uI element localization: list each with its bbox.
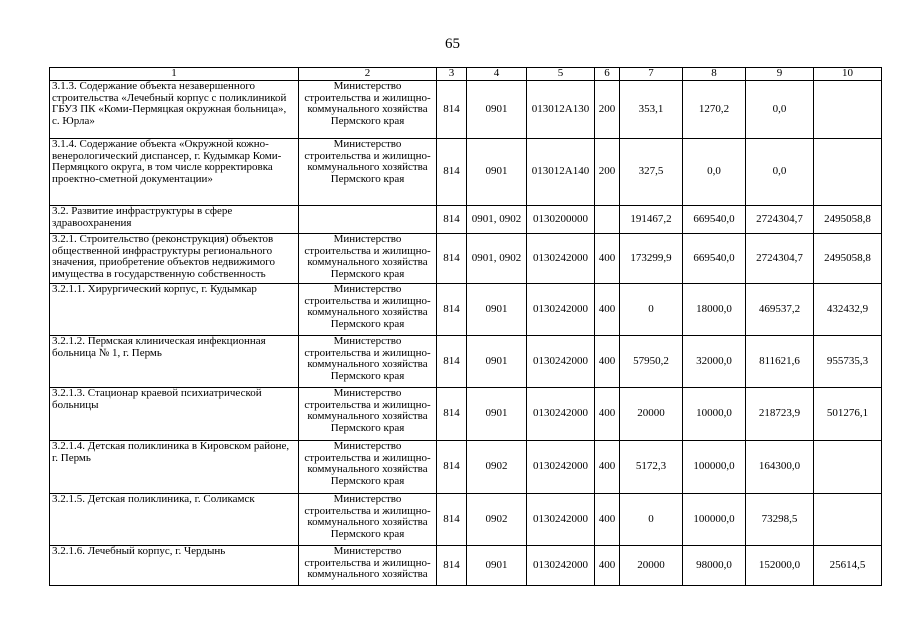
row-c10 (814, 139, 882, 206)
header-cell: 4 (467, 68, 527, 81)
row-c10: 2495058,8 (814, 234, 882, 284)
row-c5: 0130242000 (527, 336, 595, 388)
row-c7: 20000 (620, 546, 683, 586)
row-executor: Министерство строительства и жилищно-коммунального хозяйства Пермского края (299, 234, 437, 284)
row-c4: 0901 (467, 81, 527, 139)
row-c10 (814, 81, 882, 139)
row-c8: 0,0 (683, 139, 746, 206)
header-cell: 8 (683, 68, 746, 81)
row-name: 3.2. Развитие инфраструктуры в сфере здравоохранения (50, 206, 299, 234)
row-c10: 432432,9 (814, 284, 882, 336)
row-c6: 400 (595, 284, 620, 336)
table-row (50, 139, 882, 206)
row-c8: 669540,0 (683, 234, 746, 284)
row-c4: 0901, 0902 (467, 234, 527, 284)
row-executor: Министерство строительства и жилищно-коммунального хозяйства Пермского края (299, 388, 437, 441)
row-c5: 013012А140 (527, 139, 595, 206)
row-name: 3.1.3. Содержание объекта незавершенного строительства «Лечебный корпус с поликлиникой ГБУЗ ПК «Коми-Пермяцкая окружная больница», с. Юрла» (50, 81, 299, 139)
budget-table (49, 67, 882, 586)
table-row (50, 81, 882, 139)
row-c3: 814 (437, 336, 467, 388)
row-executor: Министерство строительства и жилищно-коммунального хозяйства Пермского края (299, 336, 437, 388)
row-c10: 25614,5 (814, 546, 882, 586)
row-c5: 0130242000 (527, 546, 595, 586)
row-c10: 501276,1 (814, 388, 882, 441)
row-c7: 20000 (620, 388, 683, 441)
row-c8: 18000,0 (683, 284, 746, 336)
table-row (50, 494, 882, 546)
row-c6: 400 (595, 494, 620, 546)
row-c8: 98000,0 (683, 546, 746, 586)
table-row (50, 234, 882, 284)
row-c6: 200 (595, 139, 620, 206)
row-c3: 814 (437, 139, 467, 206)
row-c7: 353,1 (620, 81, 683, 139)
row-c10: 955735,3 (814, 336, 882, 388)
header-cell: 3 (437, 68, 467, 81)
row-c4: 0901 (467, 139, 527, 206)
row-c8: 100000,0 (683, 494, 746, 546)
row-c4: 0901, 0902 (467, 206, 527, 234)
row-c9: 218723,9 (746, 388, 814, 441)
row-name: 3.2.1.6. Лечебный корпус, г. Чердынь (50, 546, 299, 586)
row-c3: 814 (437, 494, 467, 546)
row-c7: 191467,2 (620, 206, 683, 234)
row-executor: Министерство строительства и жилищно-коммунального хозяйства Пермского края (299, 494, 437, 546)
header-cell: 10 (814, 68, 882, 81)
row-name: 3.2.1.5. Детская поликлиника, г. Соликамск (50, 494, 299, 546)
row-c4: 0902 (467, 494, 527, 546)
row-c9: 164300,0 (746, 441, 814, 494)
row-c9: 152000,0 (746, 546, 814, 586)
row-c6 (595, 206, 620, 234)
row-c10 (814, 494, 882, 546)
row-c6: 400 (595, 546, 620, 586)
row-c10: 2495058,8 (814, 206, 882, 234)
table-row (50, 336, 882, 388)
header-cell: 5 (527, 68, 595, 81)
row-c9: 0,0 (746, 81, 814, 139)
row-executor (299, 206, 437, 234)
row-c9: 73298,5 (746, 494, 814, 546)
row-c3: 814 (437, 206, 467, 234)
row-c8: 10000,0 (683, 388, 746, 441)
row-c7: 173299,9 (620, 234, 683, 284)
table-row (50, 441, 882, 494)
row-c6: 400 (595, 388, 620, 441)
header-row (50, 68, 882, 81)
row-c3: 814 (437, 234, 467, 284)
header-cell: 7 (620, 68, 683, 81)
header-cell: 9 (746, 68, 814, 81)
row-executor: Министерство строительства и жилищно-коммунального хозяйства Пермского края (299, 81, 437, 139)
row-c5: 0130242000 (527, 388, 595, 441)
row-c3: 814 (437, 441, 467, 494)
row-c4: 0901 (467, 388, 527, 441)
row-c5: 0130242000 (527, 494, 595, 546)
row-c9: 0,0 (746, 139, 814, 206)
row-c7: 5172,3 (620, 441, 683, 494)
row-executor: Министерство строительства и жилищно-коммунального хозяйства Пермского края (299, 441, 437, 494)
row-name: 3.2.1.2. Пермская клиническая инфекционная больница № 1, г. Пермь (50, 336, 299, 388)
header-cell: 2 (299, 68, 437, 81)
row-name: 3.2.1.1. Хирургический корпус, г. Кудымкар (50, 284, 299, 336)
row-c7: 0 (620, 494, 683, 546)
row-executor: Министерство строительства и жилищно-коммунального хозяйства (299, 546, 437, 586)
table-row (50, 284, 882, 336)
row-c5: 013012А130 (527, 81, 595, 139)
row-c3: 814 (437, 388, 467, 441)
row-c6: 200 (595, 81, 620, 139)
row-c9: 469537,2 (746, 284, 814, 336)
table-row (50, 546, 882, 586)
row-c6: 400 (595, 234, 620, 284)
row-c9: 2724304,7 (746, 206, 814, 234)
row-c3: 814 (437, 81, 467, 139)
row-c4: 0901 (467, 546, 527, 586)
row-c7: 0 (620, 284, 683, 336)
row-c8: 1270,2 (683, 81, 746, 139)
row-c5: 0130242000 (527, 234, 595, 284)
page-number: 65 (445, 36, 460, 52)
row-c3: 814 (437, 546, 467, 586)
row-name: 3.2.1.3. Стационар краевой психиатрической больницы (50, 388, 299, 441)
row-name: 3.2.1.4. Детская поликлиника в Кировском районе, г. Пермь (50, 441, 299, 494)
row-c5: 0130242000 (527, 284, 595, 336)
header-cell: 6 (595, 68, 620, 81)
row-c6: 400 (595, 441, 620, 494)
table-row (50, 206, 882, 234)
row-c9: 2724304,7 (746, 234, 814, 284)
table-row (50, 388, 882, 441)
row-c8: 669540,0 (683, 206, 746, 234)
row-c3: 814 (437, 284, 467, 336)
row-c9: 811621,6 (746, 336, 814, 388)
row-c8: 100000,0 (683, 441, 746, 494)
row-c4: 0901 (467, 336, 527, 388)
row-c10 (814, 441, 882, 494)
header-cell: 1 (50, 68, 299, 81)
row-c4: 0902 (467, 441, 527, 494)
row-c7: 57950,2 (620, 336, 683, 388)
row-c5: 0130200000 (527, 206, 595, 234)
row-executor: Министерство строительства и жилищно-коммунального хозяйства Пермского края (299, 284, 437, 336)
row-c8: 32000,0 (683, 336, 746, 388)
row-c7: 327,5 (620, 139, 683, 206)
row-c4: 0901 (467, 284, 527, 336)
row-c5: 0130242000 (527, 441, 595, 494)
row-name: 3.1.4. Содержание объекта «Окружной кожно-венерологический диспансер, г. Кудымкар Коми-Пермяцкого округа, в том числе корректировка проектно-сметной документации» (50, 139, 299, 206)
row-executor: Министерство строительства и жилищно-коммунального хозяйства Пермского края (299, 139, 437, 206)
row-c6: 400 (595, 336, 620, 388)
row-name: 3.2.1. Строительство (реконструкция) объектов общественной инфраструктуры регионального значения, приобретение объектов недвижимого имущества в государственную собственность (50, 234, 299, 284)
